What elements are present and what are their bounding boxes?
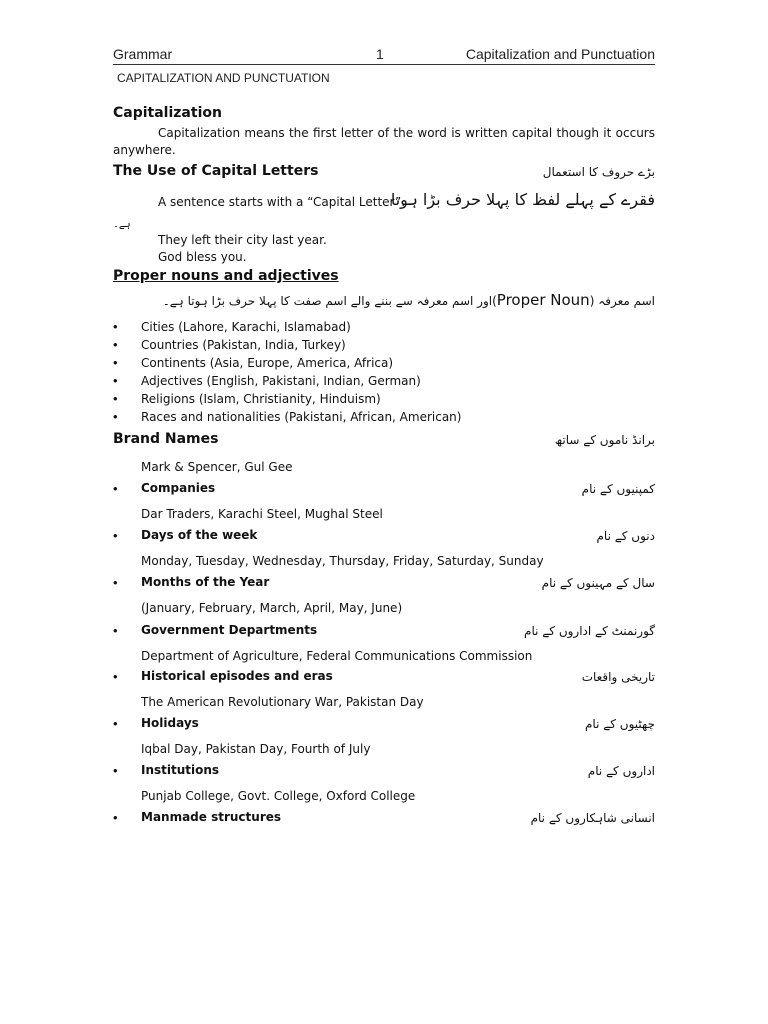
category-example-government: Department of Agriculture, Federal Communications Commission <box>141 649 533 663</box>
category-label-months: Months of the Year <box>141 575 270 589</box>
category-urdu-months: سال کے مہینوں کے نام <box>541 576 655 590</box>
sentence-rule-english: A sentence starts with a “Capital Letter”. <box>158 195 406 209</box>
list-bullet: • <box>113 337 118 352</box>
list-item: Adjectives (English, Pakistani, Indian, German) <box>141 374 421 388</box>
category-example-holidays: Iqbal Day, Pakistan Day, Fourth of July <box>141 742 371 756</box>
section-heading-use-of-capitals-urdu: بڑے حروف کا استعمال <box>542 165 655 179</box>
sentence-rule-urdu: فقرے کے پہلے لفظ کا پہلا حرف بڑا ہوتا <box>390 190 655 209</box>
proper-noun-note-urdu <box>163 291 655 309</box>
category-urdu-days: دنوں کے نام <box>596 529 655 543</box>
list-bullet: • <box>113 481 118 496</box>
list-bullet: • <box>113 575 118 590</box>
section-heading-proper-nouns: Proper nouns and adjectives <box>113 268 339 284</box>
category-label-companies: Companies <box>141 481 216 495</box>
sentence-rule-urdu-continuation: ہے۔ <box>113 219 131 230</box>
section-heading-brand-names-urdu: برانڈ ناموں کے ساتھ <box>554 433 655 447</box>
list-item: Continents (Asia, Europe, America, Africa) <box>141 356 394 370</box>
section-heading-use-of-capitals: The Use of Capital Letters <box>113 163 319 179</box>
section-heading-brand-names: Brand Names <box>113 431 219 447</box>
category-label-days: Days of the week <box>141 528 258 542</box>
category-example-months: (January, February, March, April, May, June) <box>141 601 403 615</box>
category-label-government: Government Departments <box>141 623 318 637</box>
capitalization-definition-line2: anywhere. <box>113 143 176 157</box>
category-example-companies: Dar Traders, Karachi Steel, Mughal Steel <box>141 507 383 521</box>
category-label-institutions: Institutions <box>141 763 220 777</box>
proper-noun-note-urdu-start: اسم معرفہ ( <box>589 294 655 308</box>
list-bullet: • <box>113 528 118 543</box>
example-sentence-1: They left their city last year. <box>158 233 327 247</box>
category-urdu-institutions: اداروں کے نام <box>587 764 655 778</box>
header-rule <box>113 64 655 65</box>
header-left: Grammar <box>113 46 173 62</box>
list-bullet: • <box>113 319 118 334</box>
category-urdu-historical: تاریخی واقعات <box>581 670 655 684</box>
proper-noun-term: Proper Noun <box>496 291 590 309</box>
header-right: Capitalization and Punctuation <box>465 46 655 62</box>
list-bullet: • <box>113 409 118 424</box>
category-urdu-companies: کمپنیوں کے نام <box>581 482 655 496</box>
list-item: Cities (Lahore, Karachi, Islamabad) <box>141 320 351 334</box>
category-label-manmade-structures: Manmade structures <box>141 810 282 824</box>
category-urdu-holidays: چھٹیوں کے نام <box>584 717 655 731</box>
proper-noun-note-urdu-end: )اور اسم معرفہ سے بننے والے اسم صفت کا پہلا حرف بڑا ہوتا ہے۔ <box>162 294 497 308</box>
list-bullet: • <box>113 810 118 825</box>
list-item: Religions (Islam, Christianity, Hinduism) <box>141 392 381 406</box>
list-bullet: • <box>113 669 118 684</box>
category-label-historical: Historical episodes and eras <box>141 669 333 683</box>
category-example-institutions: Punjab College, Govt. College, Oxford College <box>141 789 416 803</box>
capitalization-definition-line1: Capitalization means the first letter of the word is written capital though it occurs <box>158 126 655 140</box>
list-bullet: • <box>113 391 118 406</box>
page-number: 1 <box>376 46 384 62</box>
list-item: Countries (Pakistan, India, Turkey) <box>141 338 346 352</box>
category-example-days: Monday, Tuesday, Wednesday, Thursday, Friday, Saturday, Sunday <box>141 554 544 568</box>
list-bullet: • <box>113 716 118 731</box>
document-title: CAPITALIZATION AND PUNCTUATION <box>117 71 330 85</box>
list-bullet: • <box>113 623 118 638</box>
category-urdu-government: گورنمنٹ کے اداروں کے نام <box>524 624 655 638</box>
example-sentence-2: God bless you. <box>158 250 247 264</box>
list-item: Races and nationalities (Pakistani, African, American) <box>141 410 462 424</box>
list-bullet: • <box>113 373 118 388</box>
list-bullet: • <box>113 355 118 370</box>
brand-names-example: Mark & Spencer, Gul Gee <box>141 460 293 474</box>
section-heading-capitalization: Capitalization <box>113 105 222 121</box>
category-example-historical: The American Revolutionary War, Pakistan Day <box>141 695 424 709</box>
category-urdu-manmade-structures: انسانی شاہکاروں کے نام <box>530 811 655 825</box>
list-bullet: • <box>113 763 118 778</box>
category-label-holidays: Holidays <box>141 716 199 730</box>
